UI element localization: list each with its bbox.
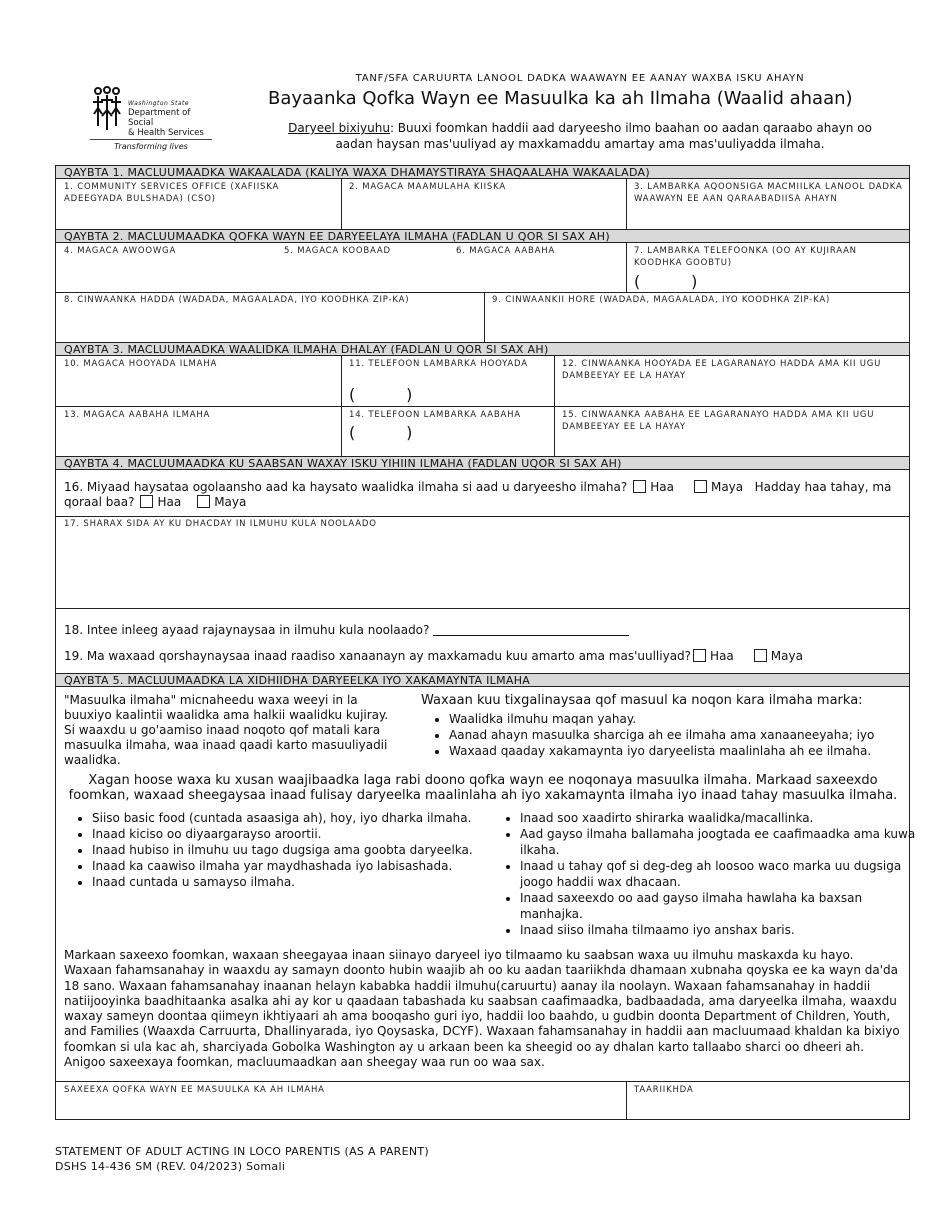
- field-7-phone[interactable]: 7. LAMBARKA TELEFOONKA (OO AY KUJIRAAN KOODHKA GOOBTU): [634, 246, 857, 268]
- loco-parentis-definition: "Masuulka ilmaha" micnaheedu waxa weeyi in la buuxiyo kaalintii waalidka ama halkii waalidku kujiray. Si waaxdu u go'aamiso inaad noqoto qof matali kara masuulka ilmaha, waa inaad qaadi karto masuuliyadii waalidka.: [64, 693, 389, 767]
- list-item: • Waxaad qaaday xakamaynta iyo daryeelista maalinlaha ah ee ilmaha.: [449, 743, 919, 759]
- list-item: • Siiso basic food (cuntada asaasiga ah), hoy, iyo dharka ilmaha.: [92, 810, 512, 826]
- form-number: DSHS 14-436 SM (REV. 04/2023) Somali: [55, 1160, 286, 1173]
- q16-written-haa-checkbox[interactable]: [140, 495, 153, 508]
- q19-haa-checkbox[interactable]: [693, 649, 706, 662]
- q16-haa-label: Haa: [650, 480, 674, 494]
- field-3-client-id[interactable]: 3. LAMBARKA AQOONSIGA MACMIILKA LANOOL DADKA WAAWAYN EE AAN QARAABADIISA AHAYN: [634, 182, 903, 204]
- phone-7-parens: ( ): [634, 272, 698, 291]
- form-footer: [55, 1144, 429, 1174]
- q19-maya-label: Maya: [770, 649, 803, 663]
- list-item: • Inaad kiciso oo diyaargarayso aroortii.: [92, 826, 512, 842]
- duties-intro: Xagan hoose waxa ku xusan waajibaadka laga rabi doono qofka wayn ee noqonaya masuulka ilmaha. Markaad saxeexdo foomkan, waxaad sheegaysaa inaad fulisay daryeelka maalinlaha ah iyo xakamaynta ilmaha iyo inaad tahay masuulka ilmaha.: [68, 773, 898, 803]
- program-line: TANF/SFA CARUURTA LANOOL DADKA WAAWAYN EE AANAY WAXBA ISKU AHAYN: [355, 73, 805, 84]
- logo-tagline: Transforming lives: [90, 139, 212, 151]
- list-item: • Inaad ka caawiso ilmaha yar maydhashada iyo labisashada.: [92, 858, 512, 874]
- q16-text: 16. Miyaad haysataa ogolaansho aad ka haysato waalidka ilmaha si aad u daryeesho ilmaha?: [64, 480, 628, 494]
- field-12-mother-address[interactable]: 12. CINWAANKA HOOYADA EE LAGARANAYO HADDA AMA KII UGU DAMBEEYAY EE LA HAYAY: [562, 359, 882, 381]
- field-5-first-name[interactable]: 5. MAGACA KOOBAAD: [284, 246, 391, 256]
- q18-text: 18. Intee inleeg ayaad rajaynaysaa in ilmuhu kula noolaado?: [64, 623, 430, 637]
- dshs-people-icon: [90, 86, 124, 134]
- field-17-explanation[interactable]: 17. SHARAX SIDA AY KU DHACDAY IN ILMUHU KULA NOOLAADO: [64, 519, 377, 529]
- question-18: [64, 623, 629, 638]
- field-11-mother-phone[interactable]: 11. TELEFOON LAMBARKA HOOYADA: [349, 359, 528, 369]
- list-item: • Aad gayso ilmaha ballamaha joogtada ee caafimaadka ama kuwa ilkaha.: [520, 826, 920, 858]
- field-13-father-name[interactable]: 13. MAGACA AABAHA ILMAHA: [64, 410, 211, 420]
- q16-written-haa-label: Haa: [157, 495, 182, 509]
- field-2-case-manager[interactable]: 2. MAGACA MAAMULAHA KIISKA: [349, 182, 506, 192]
- q16-haa-checkbox[interactable]: [633, 480, 646, 493]
- logo-org-line2: Department of Social: [128, 108, 191, 128]
- q16-written-maya-checkbox[interactable]: [197, 495, 210, 508]
- date-field[interactable]: TAARIIKHDA: [634, 1085, 694, 1095]
- logo-state: Washington State: [128, 100, 190, 107]
- field-14-father-phone[interactable]: 14. TELEFOON LAMBARKA AABAHA: [349, 410, 521, 420]
- list-item: • Inaad hubiso in ilmuhu uu tago dugsiga ama goobta daryeelka.: [92, 842, 512, 858]
- section-5-header: QAYBTA 5. MACLUUMAADKA LA XIDHIIDHA DARYEELKA IYO XAKAMAYNTA ILMAHA: [56, 673, 909, 687]
- field-15-father-address[interactable]: 15. CINWAANKA AABAHA EE LAGARANAYO HADDA AMA KII UGU DAMBEEYAY EE LA HAYAY: [562, 410, 875, 432]
- phone-14-parens: ( ): [349, 423, 413, 442]
- q19-haa-label: Haa: [710, 649, 734, 663]
- section-2-header: QAYBTA 2. MACLUUMAADKA QOFKA WAYN EE DARYEELAYA ILMAHA (FADLAN U QOR SI SAX AH): [56, 229, 909, 243]
- form-body: [55, 165, 916, 1120]
- q16-followup: Hadday haa tahay, ma: [754, 480, 892, 494]
- field-4-last-name[interactable]: 4. MAGACA AWOOWGA: [64, 246, 177, 256]
- section-3-header: QAYBTA 3. MACLUUMAADKA WAALIDKA ILMAHA DHALAY (FADLAN U QOR SI SAX AH): [56, 342, 909, 356]
- consideration-intro: Waxaan kuu tixgalinaysaa qof masuul ka noqon kara ilmaha marka:: [421, 693, 863, 708]
- section-1-header: QAYBTA 1. MACLUUMAADKA WAKAALADA (KALIYA WAXA DHAMAYSTIRAYA SHAQAALAHA WAKAALADA): [56, 165, 909, 179]
- list-item: • Waalidka ilmuhu maqan yahay.: [449, 711, 919, 727]
- note-label: Daryeel bixiyuhu: [288, 121, 390, 135]
- q16-written: qoraal baa?: [64, 495, 135, 509]
- header-note: [270, 120, 890, 152]
- duties-list-right: [492, 810, 920, 938]
- logo-org-line3: & Health Services: [128, 128, 204, 138]
- signature-field[interactable]: SAXEEXA QOFKA WAYN EE MASUULKA KA AH ILMAHA: [64, 1085, 325, 1095]
- attestation-text: Markaan saxeexo foomkan, waxaan sheegayaa inaan siinayo daryeel iyo tilmaamo ku saabsan waxa uu ilmuhu maskaxda ku hayo. Waxaan fahamsanahay in waaxdu ay samayn doonto hubin waajib ah oo ku aadan taariikhda dhamaan xubnaha qoyska ee ka wayn da'da 18 sano. Waxaan fahamsanahay inaanan helayn kababka haddii ilmuhu(caruurtu) aanay ila noolayn. Waxaan fahamsanahay in haddii natiijooyinka baadhitaanka asalka ahi ay kor u qaadaan tabashada ku saabsan caafimaadka, badbaadada, ama daryeelka ilmaha, waaxdu waxay sameyn doontaa qiimeyn ikhtiyaari ah ama booqasho guri iyo, haddii loo baahdo, u gudbin doonta Department of Children, Youth, and Families (Waaxda Carruurta, Dhallinyarada, iyo Qoysaska, DCYF). Waxaan fahamsanahay in haddii aan macluumaad khaldan ka bixiyo foomkan si ula kac ah, sharciyada Gobolka Washington ay u arkaan been ka sheegid oo ay dhalan karto tallaabo sharci oo dheeri ah. Anigoo saxeexaya foomkan, macluumaadkan aan sheegay waa run oo waa sax.: [64, 948, 900, 1070]
- q16-maya-label: Maya: [710, 480, 744, 494]
- note-text: : Buuxi foomkan haddii aad daryeesho ilmo baahan oo aadan qaraabo ahayn oo aadan haysan mas'uuliyad ay maxkamaddu amartay ama mas'uuliyadda ilmaha.: [335, 121, 872, 151]
- field-9-previous-address[interactable]: 9. CINWAANKII HORE (WADADA, MAGAALADA, IYO KOODHKA ZIP-KA): [492, 295, 831, 305]
- duties-list-left: [64, 810, 512, 890]
- list-item: • Inaad soo xaadirto shirarka waalidka/macallinka.: [520, 810, 920, 826]
- field-10-mother-name[interactable]: 10. MAGACA HOOYADA ILMAHA: [64, 359, 218, 369]
- list-item: • Inaad u tahay qof si deg-deg ah loosoo waco marka uu dugsiga joogo haddii wax dhacaan.: [520, 858, 920, 890]
- q19-text: 19. Ma waxaad qorshaynaysaa inaad raadiso xanaanayn ay maxkamadu kuu amarto ama mas'uulliyad?: [64, 649, 692, 663]
- page-title: Bayaanka Qofka Wayn ee Masuulka ka ah Ilmaha (Waalid ahaan): [268, 88, 853, 109]
- section-4-header: QAYBTA 4. MACLUUMAADKA KU SAABSAN WAXAY ISKU YIHIIN ILMAHA (FADLAN UQOR SI SAX AH): [56, 456, 909, 470]
- question-16: [64, 480, 904, 510]
- logo-org: [128, 108, 218, 138]
- field-8-current-address[interactable]: 8. CINWAANKA HADDA (WADADA, MAGAALADA, IYO KOODHKA ZIP-KA): [64, 295, 410, 305]
- field-6-middle-name[interactable]: 6. MAGACA AABAHA: [456, 246, 556, 256]
- q16-maya-checkbox[interactable]: [694, 480, 707, 493]
- list-item: • Inaad cuntada u samayso ilmaha.: [92, 874, 512, 890]
- question-19: [64, 649, 803, 664]
- phone-11-parens: ( ): [349, 385, 413, 404]
- q19-maya-checkbox[interactable]: [754, 649, 767, 662]
- list-item: • Inaad siiso ilmaha tilmaamo iyo anshax baris.: [520, 922, 920, 938]
- form-english-title: STATEMENT OF ADULT ACTING IN LOCO PARENTIS (AS A PARENT): [55, 1145, 429, 1158]
- q16-written-maya-label: Maya: [214, 495, 247, 509]
- field-1-cso[interactable]: 1. COMMUNITY SERVICES OFFICE (XAFIISKA ADEEGYADA BULSHADA) (CSO): [64, 182, 280, 204]
- list-item: • Aanad ahayn masuulka sharciga ah ee ilmaha ama xanaaneeyaha; iyo: [449, 727, 919, 743]
- q18-answer-line[interactable]: [433, 623, 629, 636]
- consideration-list: [421, 711, 919, 759]
- list-item: • Inaad saxeexdo oo aad gayso ilmaha hawlaha ka baxsan manhajka.: [520, 890, 920, 922]
